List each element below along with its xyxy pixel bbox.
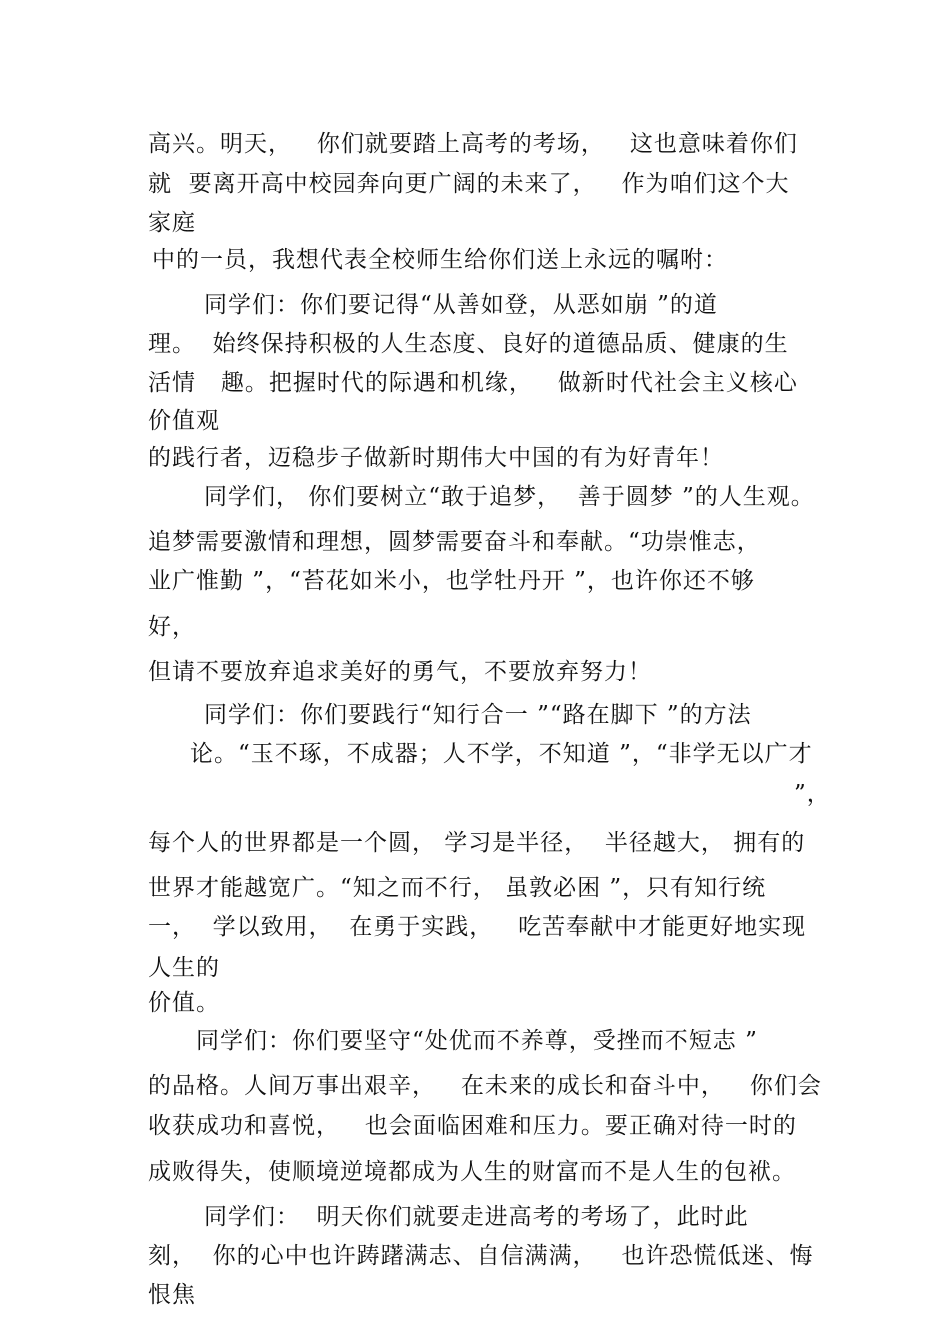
text-line: 活情 趣。把握时代的际遇和机缘， 做新时代社会主义核心 xyxy=(148,370,798,396)
text-line: 论。“玉不琢，不成器；人不学，不知道 ”，“非学无以广才 xyxy=(190,741,813,767)
text-line: 家庭 xyxy=(148,210,196,236)
text-line: 一， 学以致用， 在勇于实践， 吃苦奉献中才能更好地实现 xyxy=(148,914,807,940)
text-line: 就 要离开高中校园奔向更广阔的未来了， 作为咱们这个大 xyxy=(148,171,790,197)
text-line: 同学们， 你们要树立“敢于追梦， 善于圆梦 ”的人生观。 xyxy=(204,484,815,510)
text-line: 的践行者，迈稳步子做新时期伟大中国的有为好青年！ xyxy=(148,445,724,471)
text-line: 同学们：你们要践行“知行合一 ”“路在脚下 ”的方法 xyxy=(204,702,752,728)
text-line: 刻， 你的心中也许踌躇满志、自信满满， 也许恐慌低迷、悔 xyxy=(148,1243,814,1269)
text-line: 同学们：你们要记得“从善如登，从恶如崩 ”的道 xyxy=(204,292,718,318)
text-line: 世界才能越宽广。“知之而不行， 虽敦必困 ”，只有知行统 xyxy=(148,875,767,901)
text-line: 恨焦 xyxy=(148,1282,196,1308)
text-line: ”， xyxy=(794,781,831,807)
text-line: 中的一员，我想代表全校师生给你们送上永远的嘱咐： xyxy=(152,247,728,273)
text-line: 收获成功和喜悦， 也会面临困难和压力。要正确对待一时的 xyxy=(148,1113,797,1139)
text-line: 价值观 xyxy=(148,408,220,434)
text-line: 每个人的世界都是一个圆， 学习是半径， 半径越大， 拥有的 xyxy=(148,830,806,856)
text-line: 理。 始终保持积极的人生态度、良好的道德品质、健康的生 xyxy=(148,331,789,357)
text-line: 同学们：你们要坚守“处优而不养尊，受挫而不短志 ” xyxy=(196,1028,758,1054)
text-line: 高兴。明天， 你们就要踏上高考的考场， 这也意味着你们 xyxy=(148,131,798,157)
text-line: 但请不要放弃追求美好的勇气，不要放弃努力！ xyxy=(148,659,652,685)
text-line: 成败得失，使顺境逆境都成为人生的财富而不是人生的包袱。 xyxy=(148,1159,796,1185)
text-line: 追梦需要激情和理想，圆梦需要奋斗和奉献。“功崇惟志， xyxy=(148,529,761,555)
text-line: 同学们： 明天你们就要走进高考的考场了，此时此 xyxy=(204,1204,749,1230)
text-line: 价值。 xyxy=(148,990,220,1016)
text-line: 业广惟勤 ”，“苔花如米小，也学牡丹开 ”，也许你还不够 xyxy=(148,568,755,594)
text-line: 的品格。人间万事出艰辛， 在未来的成长和奋斗中， 你们会 xyxy=(148,1073,822,1099)
text-line: 好， xyxy=(148,614,196,640)
text-line: 人生的 xyxy=(148,955,220,981)
